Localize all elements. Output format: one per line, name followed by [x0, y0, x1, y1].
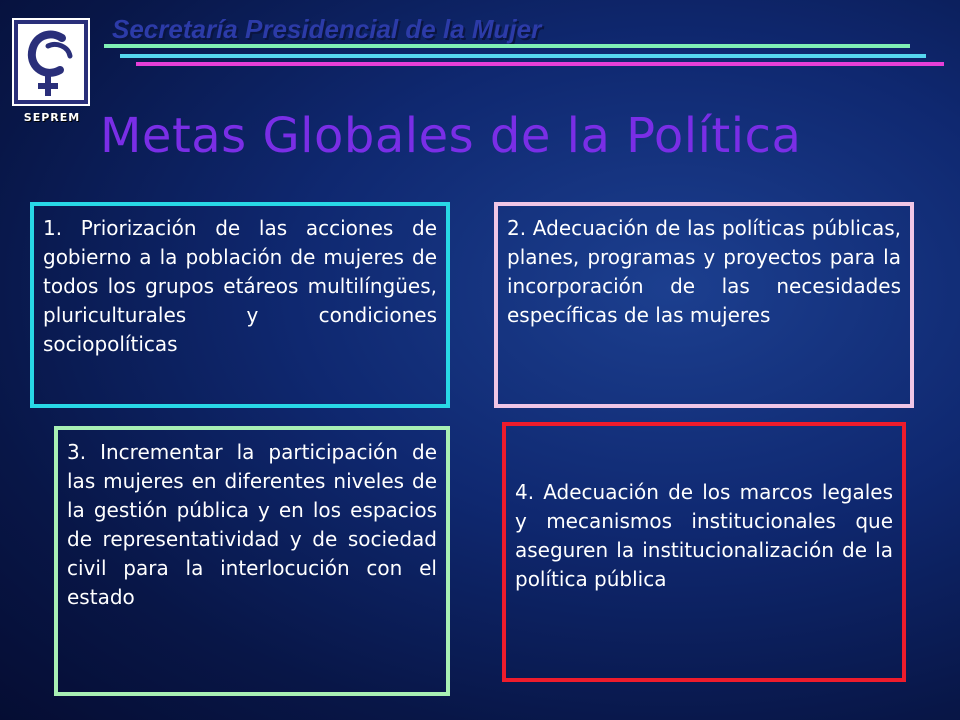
logo-caption: SEPREM: [23, 111, 81, 124]
logo: [12, 18, 90, 106]
accent-line-magenta: [136, 62, 944, 66]
goal-box-1: 1. Priorización de las acciones de gobierno a la población de mujeres de todos los grupos etáreos multilíngües, pluriculturales y condiciones sociopolíticas: [30, 202, 450, 408]
venus-symbol-icon: [18, 24, 84, 100]
goal-box-4: 4. Adecuación de los marcos legales y mecanismos institucionales que aseguren la institucionalización de la política pública: [502, 422, 906, 682]
organization-title: Secretaría Presidencial de la Mujer: [112, 14, 542, 44]
accent-line-green: [104, 44, 910, 48]
slide-title: Metas Globales de la Política: [100, 108, 802, 164]
goal-box-3: 3. Incrementar la participación de las mujeres en diferentes niveles de la gestión pública y en los espacios de representatividad y de sociedad civil para la interlocución con el estado: [54, 426, 450, 696]
accent-line-cyan: [120, 54, 926, 58]
goal-box-2: 2. Adecuación de las políticas públicas, planes, programas y proyectos para la incorporación de las necesidades específicas de las mujeres: [494, 202, 914, 408]
